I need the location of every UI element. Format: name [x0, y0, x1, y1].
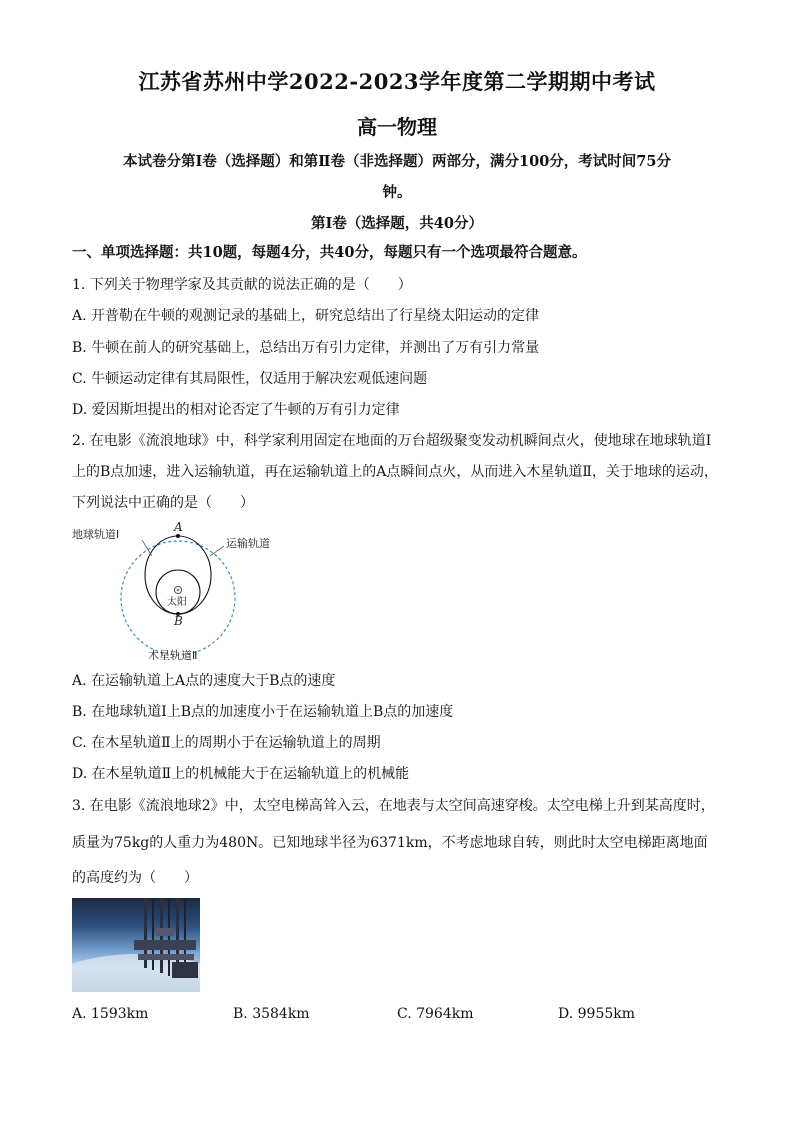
exam-note-line2: 钟。 [382, 184, 412, 201]
q3-option-d: D. 9955km [558, 1006, 636, 1022]
space-elevator-photo [72, 898, 200, 992]
label-earth-orbit: 地球轨道Ⅰ [72, 528, 120, 541]
part-title: 第Ⅰ卷（选择题，共40分） [311, 215, 483, 232]
exam-title: 江苏省苏州中学2022-2023学年度第二学期期中考试 [138, 69, 656, 94]
earth-orbit-leader [142, 540, 152, 556]
q3-stem-line3: 的高度约为（ ） [72, 870, 198, 886]
q1-option-a: A. 开普勒在牛顿的观测记录的基础上，研究总结出了行星绕太阳运动的定律 [72, 308, 540, 324]
q3-stem-line1: 3. 在电影《流浪地球2》中，太空电梯高耸入云，在地表与太空间高速穿梭。太空电梯上升到某高度时， [72, 798, 715, 814]
label-transfer-orbit: 运输轨道 [226, 537, 270, 550]
exam-subject: 高一物理 [357, 115, 437, 139]
q2-option-d: D. 在木星轨道Ⅱ上的机械能大于在运输轨道上的机械能 [72, 766, 410, 782]
orbit-diagram [70, 520, 310, 665]
label-point-a: A [174, 520, 183, 534]
q2-option-c: C. 在木星轨道Ⅱ上的周期小于在运输轨道上的周期 [72, 735, 381, 751]
q2-stem-line1: 2. 在电影《流浪地球》中，科学家利用固定在地面的万台超级聚变发动机瞬间点火，使地球在地球轨道Ⅰ [72, 433, 712, 449]
label-sun: 太阳 [167, 597, 187, 608]
label-point-b: B [174, 614, 183, 628]
q3-option-a: A. 1593km [72, 1006, 149, 1022]
q1-option-c: C. 牛顿运动定律有其局限性，仅适用于解决宏观低速问题 [72, 371, 428, 387]
q3-option-b: B. 3584km [233, 1006, 310, 1022]
q2-stem-line3: 下列说法中正确的是（ ） [72, 495, 254, 511]
section-heading: 一、单项选择题：共10题，每题4分，共40分，每题只有一个选项最符合题意。 [72, 244, 587, 261]
q1-option-d: D. 爱因斯坦提出的相对论否定了牛顿的万有引力定律 [72, 402, 400, 418]
space-elevator-illustration [72, 898, 200, 992]
exam-note-line1: 本试卷分第Ⅰ卷（选择题）和第Ⅱ卷（非选择题）两部分，满分100分，考试时间75分 [123, 153, 671, 170]
q2-option-b: B. 在地球轨道Ⅰ上B点的加速度小于在运输轨道上B点的加速度 [72, 704, 454, 720]
q2-option-a: A. 在运输轨道上A点的速度大于B点的速度 [72, 673, 336, 689]
transfer-leader [210, 546, 224, 556]
q1-option-b: B. 牛顿在前人的研究基础上，总结出万有引力定律，并测出了万有引力常量 [72, 340, 540, 356]
sun-core [177, 589, 180, 592]
q3-option-c: C. 7964km [397, 1006, 474, 1022]
q2-stem-line2: 上的B点加速，进入运输轨道，再在运输轨道上的A点瞬间点火，从而进入木星轨道Ⅱ，关于地球的运动， [72, 464, 718, 480]
q1-stem: 1. 下列关于物理学家及其贡献的说法正确的是（ ） [72, 277, 412, 293]
point-a-marker [176, 534, 180, 538]
q3-stem-line2: 质量为75kg的人重力为480N。已知地球半径为6371km，不考虑地球自转，则此时太空电梯距离地面 [72, 835, 708, 851]
label-jupiter-orbit: 木星轨道Ⅱ [148, 649, 198, 662]
